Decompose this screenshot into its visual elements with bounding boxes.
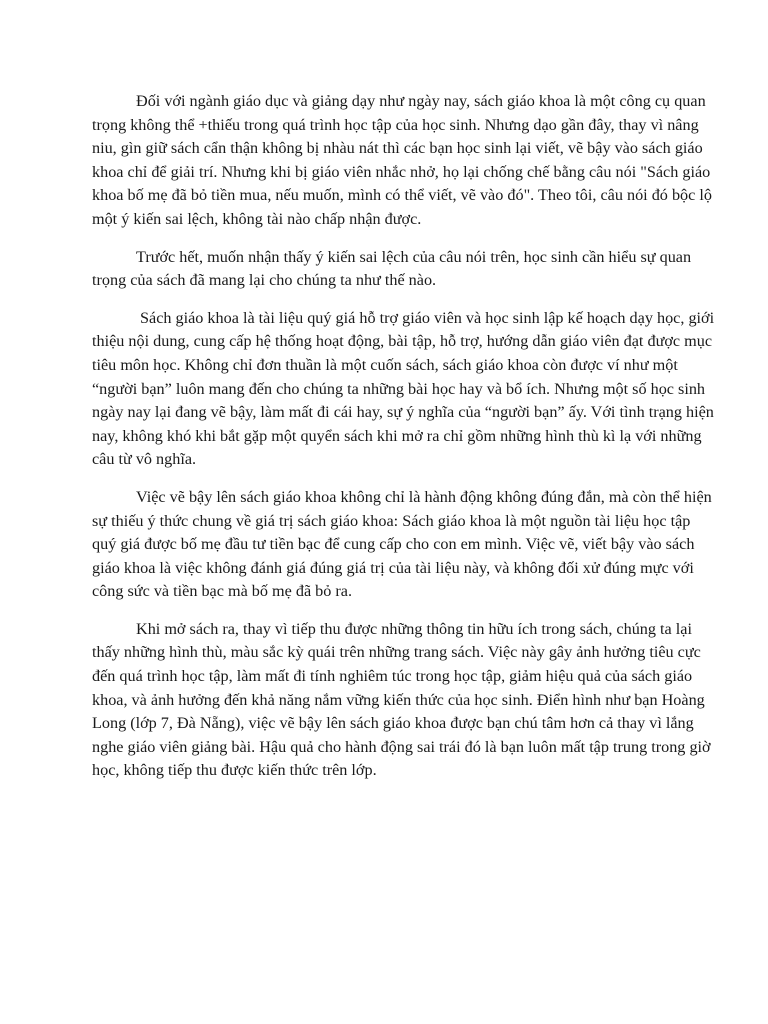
paragraph-introduction: Đối với ngành giáo dục và giảng dạy như ngày nay, sách giáo khoa là một công cụ quan trọng không thể +thiếu trong quá trình học tập của học sinh. Nhưng dạo gần đây, thay vì nâng niu, gìn giữ sách cẩn thận không bị nhàu nát thì các bạn học sinh lại viết, vẽ bậy vào sách giáo khoa chỉ để giải trí. Nhưng khi bị giáo viên nhắc nhở, họ lại chống chế bằng câu nói "Sách giáo khoa bố mẹ đã bỏ tiền mua, nếu muốn, mình có thể viết, vẽ vào đó". Theo tôi, câu nói đó bộc lộ một ý kiến sai lệch, không tài nào chấp nhận được. [92, 92, 712, 228]
document-body [92, 90, 718, 797]
paragraph-consequences: Khi mở sách ra, thay vì tiếp thu được những thông tin hữu ích trong sách, chúng ta lại thấy những hình thù, màu sắc kỳ quái trên những trang sách. Việc này gây ảnh hưởng tiêu cực đến quá trình học tập, làm mất đi tính nghiêm túc trong học tập, giảm hiệu quả của sách giáo khoa, và ảnh hưởng đến khả năng nắm vững kiến thức của học sinh. Điển hình như bạn Hoàng Long (lớp 7, Đà Nẵng), việc vẽ bậy lên sách giáo khoa được bạn chú tâm hơn cả thay vì lắng nghe giáo viên giảng bài. Hậu quả cho hành động sai trái đó là bạn luôn mất tập trung trong giờ học, không tiếp thu được kiến thức trên lớp. [92, 619, 711, 780]
paragraph-textbook-value: Sách giáo khoa là tài liệu quý giá hỗ trợ giáo viên và học sinh lập kế hoạch dạy học, giới thiệu nội dung, cung cấp hệ thống hoạt động, bài tập, hỗ trợ, hướng dẫn giáo viên đạt được mục tiêu môn học. Không chỉ đơn thuần là một cuốn sách, sách giáo khoa còn được ví như một “người bạn” luôn mang đến cho chúng ta những bài học hay và bổ ích. Nhưng một số học sinh ngày nay lại đang vẽ bậy, làm mất đi cái hay, sự ý nghĩa của “người bạn” ấy. Với tình trạng hiện nay, không khó khi bắt gặp một quyển sách khi mở ra chỉ gồm những hình thù kì lạ với những câu từ vô nghĩa. [92, 308, 715, 469]
paragraph-first-point: Trước hết, muốn nhận thấy ý kiến sai lệch của câu nói trên, học sinh cần hiểu sự quan trọng của sách đã mang lại cho chúng ta như thế nào. [92, 247, 692, 290]
paragraph-awareness: Việc vẽ bậy lên sách giáo khoa không chỉ là hành động không đúng đắn, mà còn thể hiện sự thiếu ý thức chung về giá trị sách giáo khoa: Sách giáo khoa là một nguồn tài liệu học tập quý giá được bố mẹ đầu tư tiền bạc để cung cấp cho con em mình. Việc vẽ, viết bậy vào sách giáo khoa là việc không đánh giá đúng giá trị của tài liệu này, và không đối xử đúng mực với công sức và tiền bạc mà bố mẹ đã bỏ ra. [92, 487, 712, 601]
